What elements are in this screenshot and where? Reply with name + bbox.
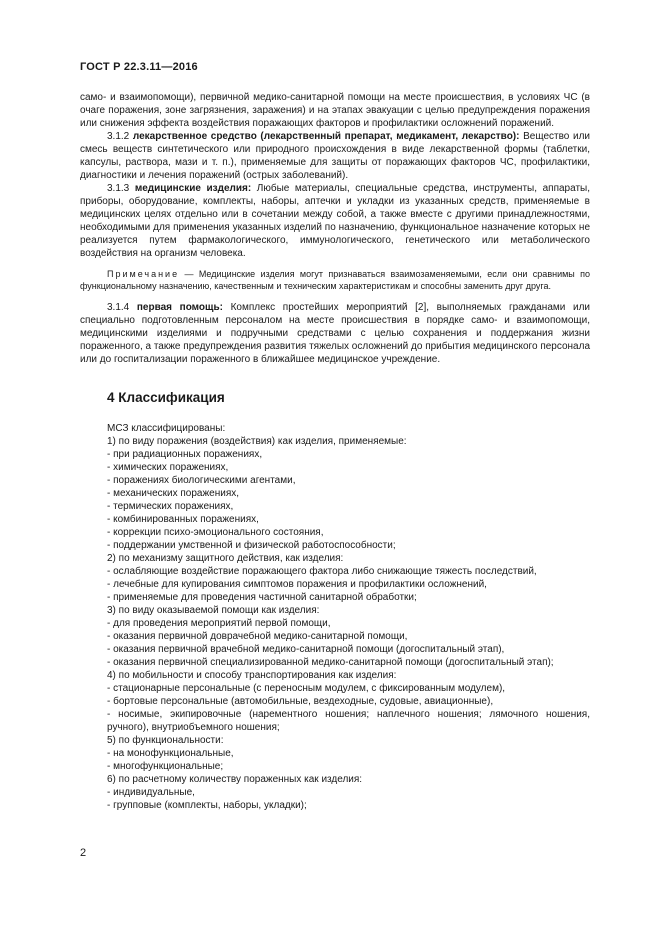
dash-marker: - [107,696,114,707]
dash-marker: - [107,566,114,577]
clause-3-1-4 [80,301,590,366]
list-item-text: лечебные для купирования симптомов поражения и профилактики осложнений, [113,579,487,590]
dash-marker: - [107,800,114,811]
list-item-text: оказания первичной врачебной медико-санитарной помощи (догоспитальный этап), [113,644,505,655]
list-item [80,630,590,643]
dash-marker: - [107,709,119,720]
term: лекарственное средство (лекарственный препарат, медикамент, лекарство): [132,131,520,142]
list-item-text: оказания первичной доврачебной медико-санитарной помощи, [113,631,408,642]
list-item [80,682,590,695]
term: медицинские изделия: [134,183,252,194]
note [80,268,590,292]
clause-3-1-3 [80,182,590,260]
list-item-text: стационарные персональные (с переносным модулем, с фиксированным модулем), [113,683,506,694]
dash-marker: - [107,579,114,590]
list-item-text: групповые (комплекты, наборы, укладки); [113,800,307,811]
clause-3-1-2 [80,130,590,182]
classification-group-title: 4) по мобильности и способу транспортирования как изделия: [107,670,397,681]
dash-marker: - [107,644,114,655]
dash-marker: - [107,683,114,694]
section-title: 4 Классификация [107,390,225,405]
list-item [80,799,590,812]
list-item-text: ослабляющие воздействие поражающего фактора либо снижающие тяжесть последствий, [113,566,537,577]
dash-marker: - [107,462,114,473]
list-item [80,656,590,669]
list-item-text: индивидуальные, [113,787,195,798]
list-item [80,487,590,500]
list-item [80,474,590,487]
dash-marker: - [107,618,114,629]
dash-marker: - [107,787,114,798]
dash-marker: - [107,488,114,499]
list-item [80,786,590,799]
list-item-text: коррекции психо-эмоционального состояния, [113,527,324,538]
list-item-text: химических поражениях, [113,462,229,473]
list-item-text: поддержании умственной и физической работоспособности; [113,540,396,551]
list-item-text: для проведения мероприятий первой помощи, [113,618,331,629]
list-item-text: механических поражениях, [113,488,240,499]
list-item [80,643,590,656]
list-item-text: при радиационных поражениях, [113,449,263,460]
clause-number: 3.1.3 [107,183,130,194]
list-item-text: поражениях биологическими агентами, [113,475,296,486]
dash-marker: - [107,514,114,525]
list-item [80,513,590,526]
list-item [80,747,590,760]
clause-number: 3.1.2 [107,131,130,142]
dash-marker: - [107,527,114,538]
list-item [80,526,590,539]
dash-marker: - [107,592,114,603]
definition: Вещество или смесь веществ синтетического или природного происхождения в виде лекарственной формы (таблетки, капсулы, раствора, мази и т. п.), применяемые для защиты от поражающих факторов ЧС, профилактики, диагностики и лечения поражений (острых заболеваний). [80,131,590,181]
classification-group-title: 2) по механизму защитного действия, как изделия: [107,553,344,564]
list-item-text: применяемые для проведения частичной санитарной обработки; [113,592,417,603]
dash-marker: - [107,475,114,486]
dash-marker: - [107,761,114,772]
list-item-text: термических поражениях, [113,501,234,512]
classification-group-title: 6) по расчетному количеству пораженных как изделия: [107,774,363,785]
classification-group-title: 3) по виду оказываемой помощи как изделия: [107,605,320,616]
list-item [80,461,590,474]
list-item [80,578,590,591]
classification-group-title: 1) по виду поражения (воздействия) как изделия, применяемые: [107,436,407,447]
list-item [80,708,590,734]
list-item [80,760,590,773]
list-item [80,500,590,513]
note-label: Примечание [107,269,180,279]
dash-marker: - [107,631,114,642]
term: первая помощь: [136,302,223,313]
list-item [80,448,590,461]
definition: Комплекс простейших мероприятий [2], выполняемых гражданами или специально подготовленным персоналом на месте происшествия в порядке само- и взаимопомощи, медицинскими изделиями и подручными средствами с целью сохранения и поддержания жизни пораженного, а также предупреждения развития тяжелых осложнений до прибытия медицинского персонала или до госпитализации пораженного в ближайшее медицинское учреждение. [80,302,591,365]
note-text: — Медицинские изделия могут признаваться взаимозаменяемыми, если они сравнимы по функциональному назначению, качественным и техническим характеристикам и способны заменить друг друга. [80,269,590,291]
list-item-text: на монофункциональные, [113,748,234,759]
list-item-text: многофункциональные; [113,761,224,772]
list-item-text: комбинированных поражениях, [113,514,259,525]
document-header: ГОСТ Р 22.3.11—2016 [80,61,198,73]
page-content [80,91,590,812]
classification-intro: МСЗ классифицированы: [107,423,226,434]
intro-continuation: само- и взаимопомощи), первичной медико-санитарной помощи на месте происшествия, в условиях ЧС (в очаге поражения, зоне загрязнения, заражения) и на этапах эвакуации с целью предупреждения поражения или снижения эффекта воздействия поражающих факторов и профилактики осложнений поражений. [80,92,590,129]
list-item-text: бортовые персональные (автомобильные, вездеходные, судовые, авиационные), [113,696,494,707]
dash-marker: - [107,657,114,668]
list-item [80,695,590,708]
list-item-text: носимые, экипировочные (нарементного ношения; наплечного ношения; лямочного ношения, ручного), внутриобъемного ношения; [107,709,590,733]
list-item-text: оказания первичной специализированной медико-санитарной помощи (догоспитальный этап); [113,657,554,668]
dash-marker: - [107,501,114,512]
list-item [80,617,590,630]
classification-group-title: 5) по функциональности: [107,735,224,746]
list-item [80,591,590,604]
dash-marker: - [107,748,114,759]
list-item [80,539,590,552]
clause-number: 3.1.4 [107,302,130,313]
classification-list [80,422,590,812]
dash-marker: - [107,449,114,460]
list-item [80,565,590,578]
page-number: 2 [80,847,87,859]
dash-marker: - [107,540,114,551]
definition: Любые материалы, специальные средства, инструменты, аппараты, приборы, оборудование, комплекты, наборы, аптечки и укладки из указанных средств, применяемые в медицинских целях отдельно или в сочетании между собой, а также вместе с другими принадлежностями, необходимыми для применения указанных изделий по назначению, функциональное назначение которых не реализуется путем фармакологического, иммунологического, генетического или метаболического воздействия на организм человека. [80,183,590,259]
